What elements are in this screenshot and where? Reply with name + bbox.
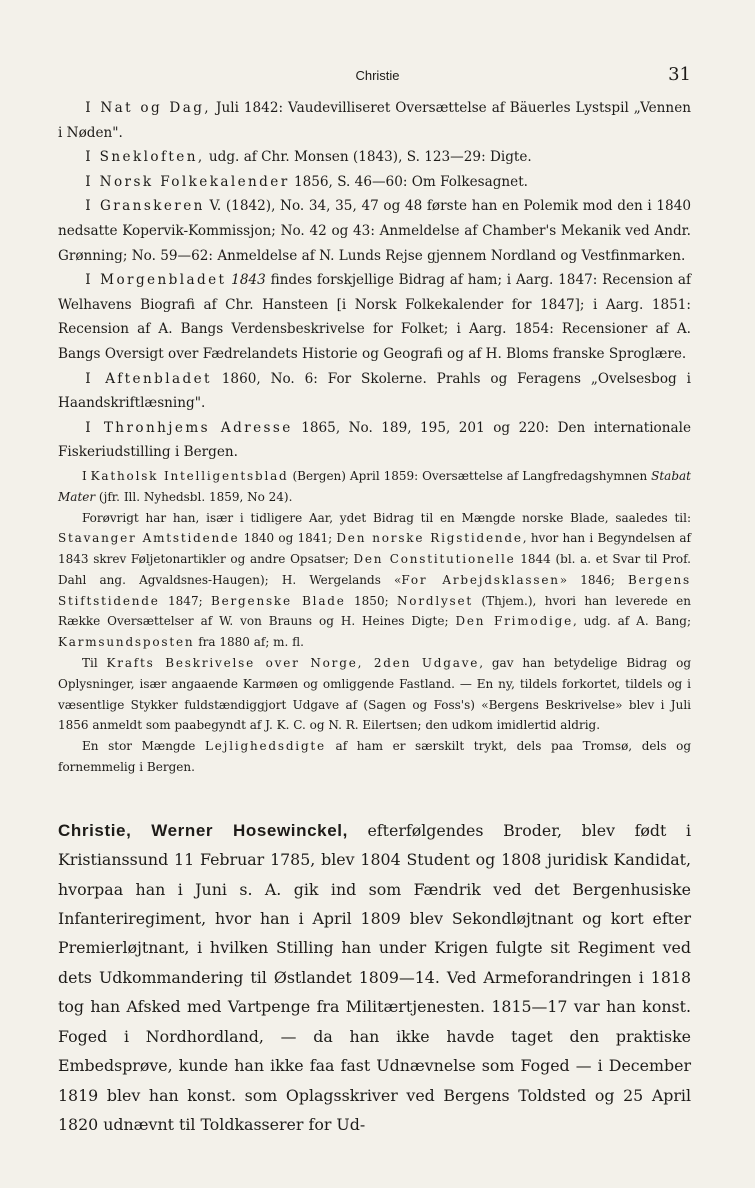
bibliography-list <box>58 96 691 465</box>
page-body <box>58 96 691 1139</box>
bibliography-entry: I Granskeren V. (1842), No. 34, 35, 47 og 48 første han en Polemik mod den i 1840 nedsatte Kopervik-Kommissjon; No. 42 og 43: Anmeldelse af Chamber's Mekanik ved Andr. Grønning; No. 59—62: Anmeldelse af N. Lunds Rejse gjennem Nordland og Vestfinmarken. <box>58 198 692 264</box>
publication-title: Den norske Rigstidende <box>336 531 523 546</box>
publication-title: Den Frimodige <box>455 614 574 629</box>
publication-title: I Snekloften, <box>85 149 205 166</box>
paragraph-katholsk: I Katholsk Intelligentsblad (Bergen) April 1859: Oversættelse af Langfredagshymnen Stabat Mater (jfr. Ill. Nyhedsbl. 1859, No 24). <box>58 468 691 504</box>
bibliography-entry: I Aftenbladet 1860, No. 6: For Skolerne. Prahls og Feragens „Ovelsesbog i Haandskriftlæsning". <box>58 370 691 412</box>
publication-title: I Aftenbladet <box>85 370 212 387</box>
publication-title: Den Constitutionelle <box>353 552 516 567</box>
bibliography-entry: I Thronhjems Adresse 1865, No. 189, 195, 201 og 220: Den internationale Fiskeriudstilling i Bergen. <box>58 419 691 461</box>
biography-entry <box>58 816 691 1139</box>
publication-title: Nordlyset <box>397 593 474 608</box>
publication-title: I Granskeren <box>85 198 205 215</box>
contributions-section <box>58 466 691 778</box>
bibliography-entry: I Nat og Dag, Juli 1842: Vaudevilliseret Oversættelse af Bäuerles Lystspil „Vennen i Nøden". <box>58 100 691 141</box>
publication-title: Bergenske Blade <box>211 593 346 608</box>
page-header <box>62 64 693 88</box>
entry-name: Christie, Werner Hosewinckel, <box>58 820 348 840</box>
publication-title: Lejlighedsdigte <box>205 739 326 754</box>
bibliography-entry: I Snekloften, udg. af Chr. Monsen (1843), S. 123—29: Digte. <box>85 149 532 166</box>
publication-title: I Norsk Folkekalender <box>85 173 290 190</box>
publication-title: Stavanger Amtstidende <box>58 531 240 546</box>
publication-title: Karmsundsposten <box>58 635 195 650</box>
publication-year: 1843 <box>226 272 266 289</box>
page-number: 31 <box>668 64 691 85</box>
paragraph-krafts: Til Krafts Beskrivelse over Norge, 2den Udgave, gav han betydelige Bidrag og Oplysninger, især angaaende Karmøen og omliggende Fastland. — En ny, tildels forkortet, tildels og i væsentlige Stykker fuldstændiggjort Udgave af (Sagen og Foss's) «Bergens Beskrivelse» blev i Juli 1856 anmeldt som paabegyndt af J. K. C. og N. R. Eilertsen; den udkom imidlertid aldrig. <box>58 656 691 733</box>
bibliography-entry: I Norsk Folkekalender 1856, S. 46—60: Om Folkesagnet. <box>85 173 528 190</box>
publication-title: Krafts Beskrivelse over Norge, 2den Udgave <box>106 656 480 671</box>
publication-title: I Morgenbladet <box>85 272 227 289</box>
publication-title: For Arbejdsklassen <box>401 572 560 587</box>
publication-title: I Thronhjems Adresse <box>85 419 293 436</box>
publication-title: Katholsk Intelligentsblad <box>90 468 289 483</box>
running-head: Christie <box>355 68 400 83</box>
hymn-title: Stabat Mater <box>58 468 691 504</box>
paragraph-forovrigt: Forøvrigt har han, især i tidligere Aar, ydet Bidrag til en Mængde norske Blade, saaledes til: Stavanger Amtstidende 1840 og 1841; Den norske Rigstidende, hvor han i Begyndelsen af 1843 skrev Føljetonartikler og andre Opsatser; Den Constitutionelle 1844 (bl. a. et Svar til Prof. Dahl ang. Agvaldsnes-Haugen); H. Wergelands «For Arbejdsklassen» 1846; Bergens Stiftstidende 1847; Bergenske Blade 1850; Nordlyset (Thjem.), hvori han leverede en Række Oversættelser af W. von Brauns og H. Heines Digte; Den Frimodige, udg. af A. Bang; Karmsundsposten fra 1880 af; m. fl. <box>58 510 692 650</box>
publication-title: Bergens Stiftstidende <box>58 572 691 608</box>
bibliography-entry: I Morgenbladet 1843 findes forskjellige Bidrag af ham; i Aarg. 1847: Recension af Welhavens Biografi af Chr. Hansteen [i Norsk Folkekalender for 1847]; i Aarg. 1851: Recension af A. Bangs Verdensbeskrivelse for Folket; i Aarg. 1854: Recensioner af A. Bangs Oversigt over Fædrelandets Historie og Geografi og af H. Bloms franske Sproglære. <box>58 272 691 362</box>
biography-paragraph: Christie, Werner Hosewinckel, efterfølgendes Broder, blev født i Kristianssund 11 Februar 1785, blev 1804 Student og 1808 juridisk Kandidat, hvorpaa han i Juni s. A. gik ind som Fændrik ved det Bergenhusiske Infanteriregiment, hvor han i April 1809 blev Sekondløjtnant og kort efter Premierløjtnant, i hvilken Stilling han under Krigen fulgte sit Regiment ved dets Udkommandering til Østlandet 1809—14. Ved Armeforandringen i 1818 tog han Afsked med Vartpenge fra Militærtjenesten. 1815—17 var han konst. Foged i Nordhordland, — da han ikke havde taget den praktiske Embedsprøve, kunde han ikke faa fast Udnævnelse som Foged — i December 1819 blev han konst. som Oplagsskriver ved Bergens Toldsted og 25 April 1820 udnævnt til Toldkasserer for Ud- <box>58 820 691 1134</box>
paragraph-lejlighedsdigte: En stor Mængde Lejlighedsdigte af ham er særskilt trykt, dels paa Tromsø, dels og fornemmelig i Bergen. <box>58 739 691 775</box>
publication-title: I Nat og Dag, <box>85 100 212 116</box>
